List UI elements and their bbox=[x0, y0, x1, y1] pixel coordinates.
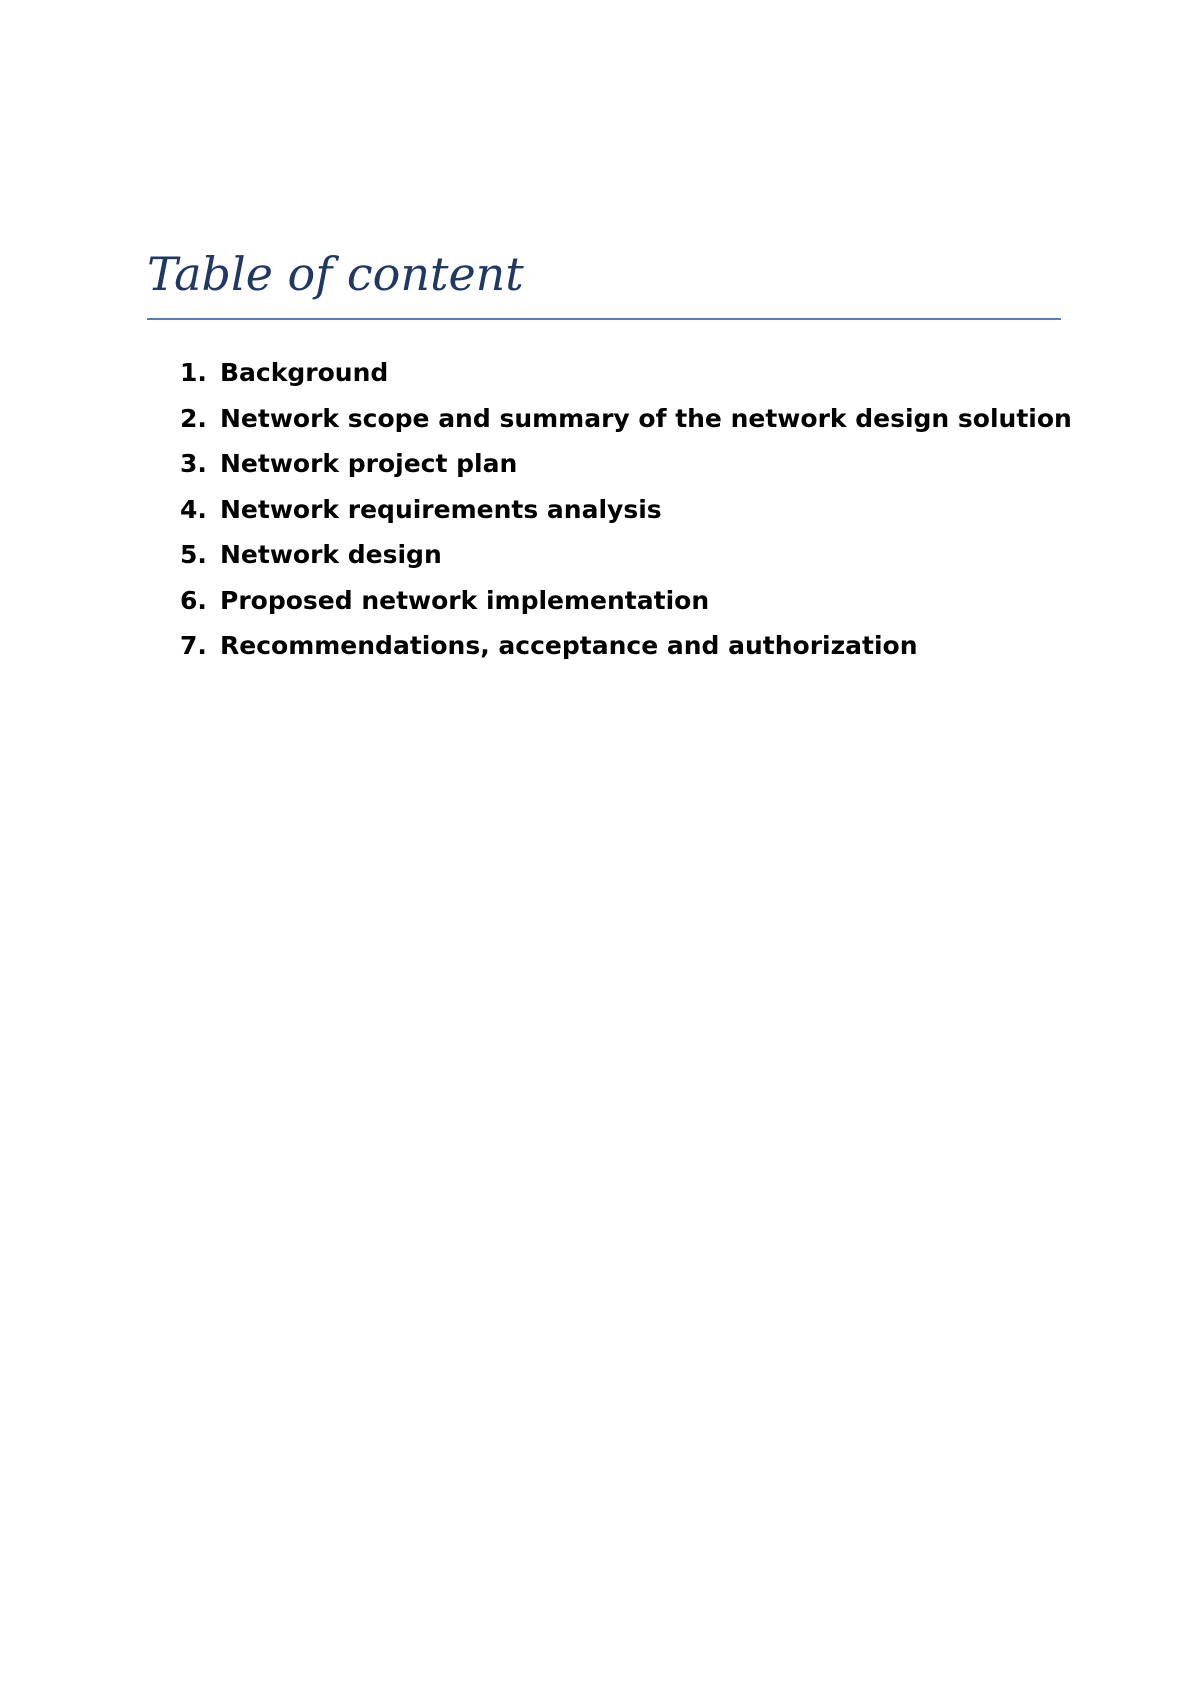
toc-heading-block bbox=[147, 244, 1061, 322]
toc-list bbox=[180, 350, 1080, 669]
toc-item-number: 7. bbox=[180, 631, 207, 661]
toc-item-number: 3. bbox=[180, 449, 207, 479]
toc-item-label: Background bbox=[220, 358, 389, 388]
toc-item bbox=[180, 623, 1080, 669]
toc-item-number: 4. bbox=[180, 494, 207, 524]
toc-item bbox=[180, 578, 1080, 624]
toc-item-label: Recommendations, acceptance and authorization bbox=[220, 631, 918, 661]
toc-item-label: Network requirements analysis bbox=[220, 494, 662, 524]
toc-item bbox=[180, 487, 1080, 533]
toc-item-number: 2. bbox=[180, 403, 207, 433]
toc-item-label: Network design bbox=[220, 540, 442, 570]
heading-underline bbox=[147, 318, 1061, 320]
toc-item-label: Network scope and summary of the network design solution bbox=[220, 403, 1072, 433]
toc-heading: Table of content bbox=[147, 247, 524, 301]
toc-item bbox=[180, 441, 1080, 487]
toc-item-label: Proposed network implementation bbox=[220, 585, 710, 615]
toc-item-label: Network project plan bbox=[220, 449, 518, 479]
toc-item-number: 6. bbox=[180, 585, 207, 615]
toc-item bbox=[180, 532, 1080, 578]
toc-item-number: 5. bbox=[180, 540, 207, 570]
toc-item bbox=[180, 396, 1080, 442]
toc-item bbox=[180, 350, 1080, 396]
toc-item-number: 1. bbox=[180, 358, 207, 388]
